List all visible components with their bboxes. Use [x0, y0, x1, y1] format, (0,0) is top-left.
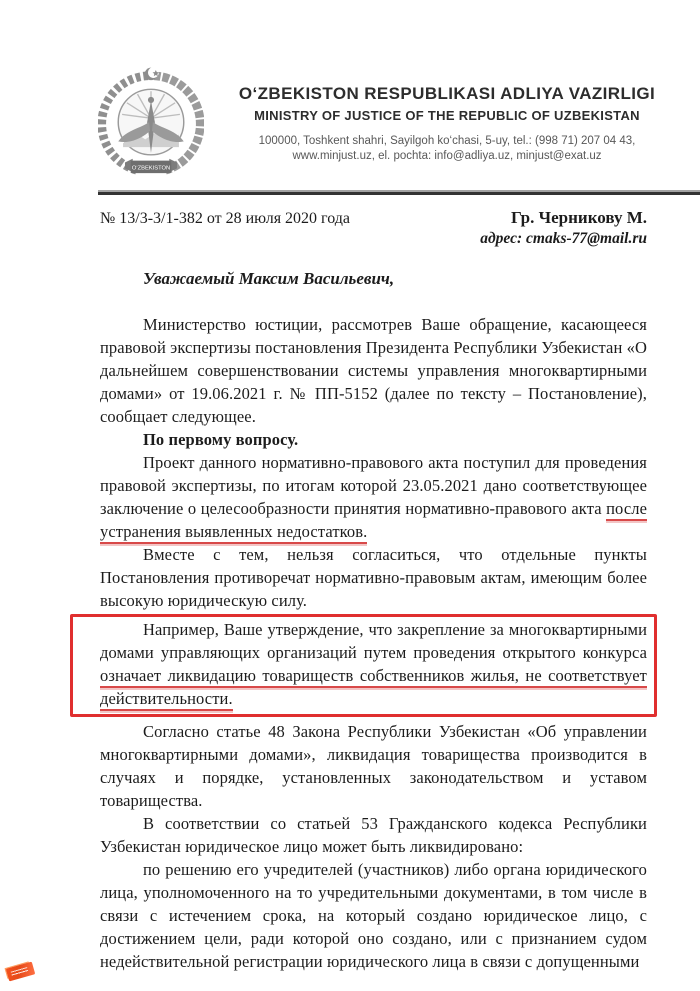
uzbekistan-state-emblem-icon — [98, 64, 204, 184]
paragraph-article-48: Согласно статье 48 Закона Республики Узбекистан «Об управлении многоквартирными домами», ликвидация товарищества производится в случаях и порядке, установленных законодательством и уставом товарищества. — [100, 722, 647, 810]
paragraph-liquidation-grounds: по решению его учредителей (участников) либо органа юридического лица, уполномоченного на то учредительными документами, в том числе в связи с истечением срока, на который создано юридическое лицо, с достижением цели, ради которой оно создано, или с признанием судом недействительной регистрации юридического лица в связи с допущенными — [100, 860, 647, 971]
ministry-address-line1: 100000, Toshkent shahri, Sayilgoh ko‘chasi, 5-uy, tel.: (998 71) 207 04 43, — [258, 135, 636, 147]
addressee-email: адрес: cmaks-77@mail.ru — [480, 230, 647, 247]
ministry-title-en: MINISTRY OF JUSTICE OF THE REPUBLIC OF UZBEKISTAN — [254, 108, 640, 123]
red-underlined-phrase-defects: после устранения выявленных недостатков. — [100, 499, 647, 544]
reference-number: № 13/3-3/1-382 от 28 июля 2020 года — [100, 210, 350, 227]
paragraph-example — [100, 618, 647, 710]
paragraph-disagreement: Вместе с тем, нельзя согласиться, что отдельные пункты Постановления противоречат нормативно-правовым актам, имеющим более высокую юридическую силу. — [100, 545, 647, 610]
paragraph-expertise-text: Проект данного нормативно-правового акта поступил для проведения правовой экспертизы, по итогам которой 23.05.2021 дано соответствующее заключение о целесообразности принятия нормативно-правового акта — [100, 453, 647, 518]
paragraph-expertise — [100, 451, 647, 543]
salutation: Уважаемый Максим Васильевич, — [143, 269, 395, 288]
ministry-address-line2: www.minjust.uz, el. pochta: info@adliya.uz, minjust@exat.uz — [292, 150, 602, 162]
letterhead-text — [204, 64, 690, 184]
letterhead — [98, 64, 690, 184]
red-underlined-phrase-liquidation: означает ликвидацию товариществ собственников жилья, не соответствует действительности. — [100, 666, 647, 711]
section-heading-first-question: По первому вопросу. — [143, 430, 299, 449]
addressee-name: Гр. Черникову М. — [510, 208, 647, 227]
paragraph-example-text: Например, Ваше утверждение, что закрепление за многоквартирными домами управляющих организаций путем проведения открытого конкурса — [100, 620, 647, 662]
emblem-banner-label: O‘ZBEKISTON — [131, 165, 171, 172]
addressee-block — [480, 208, 647, 248]
paragraph-article-53: В соответствии со статьей 53 Гражданского кодекса Республики Узбекистан юридическое лицо может быть ликвидировано: — [100, 814, 647, 856]
letter-body — [0, 195, 700, 973]
ministry-title-uz: O‘ZBEKISTON RESPUBLIKASI ADLIYA VAZIRLIGI — [238, 84, 656, 103]
reference-row — [100, 208, 647, 248]
paragraph-intro: Министерство юстиции, рассмотрев Ваше обращение, касающееся правовой экспертизы постановления Президента Республики Узбекистан «О дальнейшем совершенствовании системы управления многоквартирными домами» от 19.06.2021 г. № ПП-5152 (далее по тексту – Постановление), сообщает следующее. — [100, 315, 647, 426]
red-annotation-box — [70, 614, 657, 717]
